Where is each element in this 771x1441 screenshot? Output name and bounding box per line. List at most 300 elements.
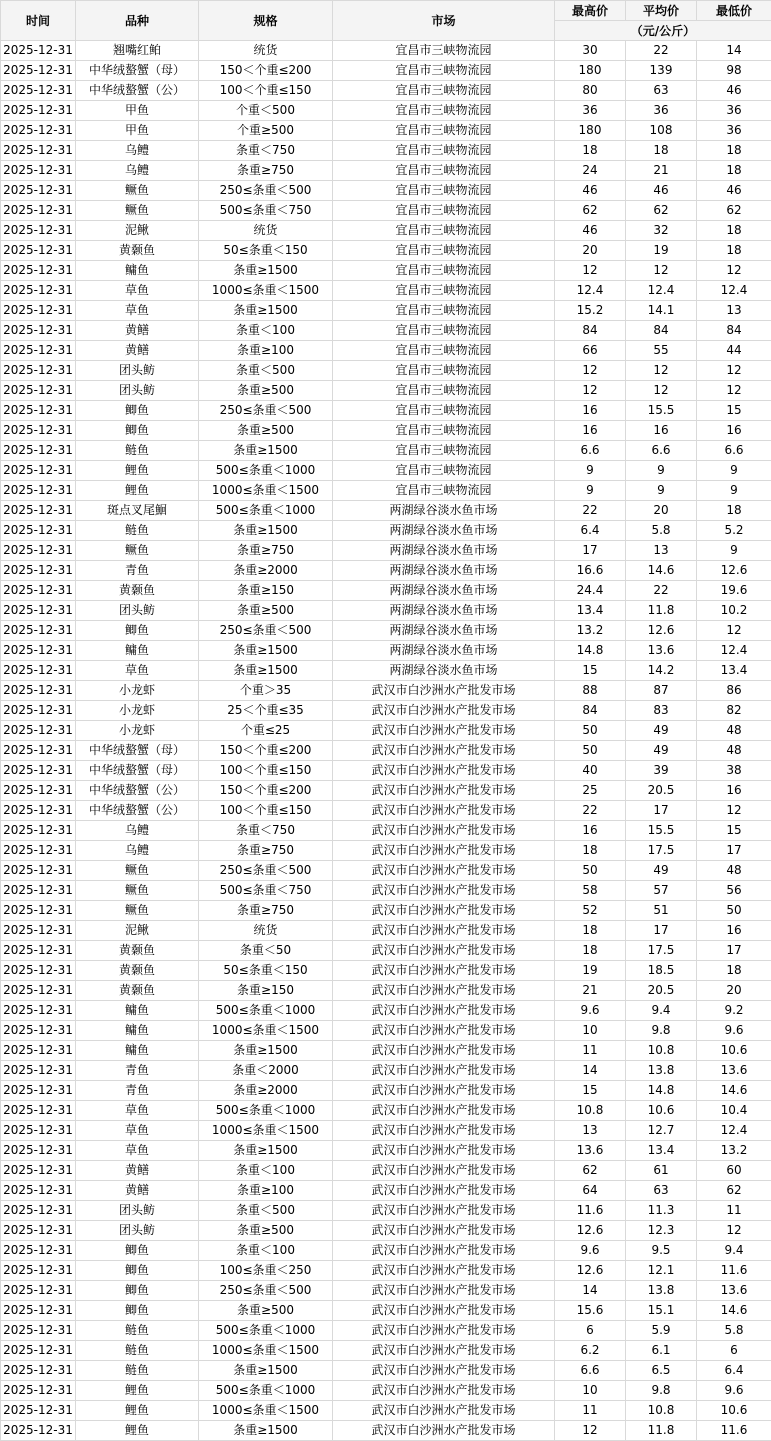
cell-avg-price: 15.5 bbox=[626, 821, 697, 841]
cell-spec: 250≤条重＜500 bbox=[199, 861, 333, 881]
cell-variety: 中华绒螯蟹（公） bbox=[76, 81, 199, 101]
table-row bbox=[1, 801, 771, 821]
cell-min-price: 6 bbox=[697, 1341, 771, 1361]
cell-spec: 条重＜750 bbox=[199, 141, 333, 161]
cell-date: 2025-12-31 bbox=[1, 721, 76, 741]
cell-spec: 500≤条重＜1000 bbox=[199, 1001, 333, 1021]
header-variety: 品种 bbox=[76, 1, 199, 41]
cell-min-price: 10.6 bbox=[697, 1041, 771, 1061]
cell-spec: 条重≥2000 bbox=[199, 561, 333, 581]
cell-avg-price: 9.5 bbox=[626, 1241, 697, 1261]
cell-market: 宜昌市三峡物流园 bbox=[333, 301, 555, 321]
cell-spec: 条重≥100 bbox=[199, 341, 333, 361]
table-row bbox=[1, 1021, 771, 1041]
cell-avg-price: 22 bbox=[626, 41, 697, 61]
cell-max-price: 11 bbox=[555, 1401, 626, 1421]
cell-max-price: 9.6 bbox=[555, 1001, 626, 1021]
table-row bbox=[1, 341, 771, 361]
cell-max-price: 24 bbox=[555, 161, 626, 181]
cell-date: 2025-12-31 bbox=[1, 201, 76, 221]
cell-date: 2025-12-31 bbox=[1, 1401, 76, 1421]
cell-min-price: 16 bbox=[697, 921, 771, 941]
cell-max-price: 16.6 bbox=[555, 561, 626, 581]
cell-max-price: 11.6 bbox=[555, 1201, 626, 1221]
cell-variety: 鲫鱼 bbox=[76, 401, 199, 421]
cell-avg-price: 13.4 bbox=[626, 1141, 697, 1161]
cell-avg-price: 13.8 bbox=[626, 1281, 697, 1301]
cell-spec: 条重≥500 bbox=[199, 421, 333, 441]
cell-avg-price: 13.8 bbox=[626, 1061, 697, 1081]
table-row bbox=[1, 941, 771, 961]
cell-date: 2025-12-31 bbox=[1, 701, 76, 721]
cell-avg-price: 11.8 bbox=[626, 601, 697, 621]
cell-market: 武汉市白沙洲水产批发市场 bbox=[333, 901, 555, 921]
cell-avg-price: 17 bbox=[626, 921, 697, 941]
cell-spec: 个重≤25 bbox=[199, 721, 333, 741]
cell-date: 2025-12-31 bbox=[1, 1081, 76, 1101]
cell-variety: 黄鳝 bbox=[76, 1181, 199, 1201]
cell-min-price: 9 bbox=[697, 461, 771, 481]
cell-avg-price: 49 bbox=[626, 861, 697, 881]
cell-max-price: 180 bbox=[555, 121, 626, 141]
cell-variety: 青鱼 bbox=[76, 561, 199, 581]
cell-spec: 250≤条重＜500 bbox=[199, 621, 333, 641]
cell-date: 2025-12-31 bbox=[1, 1281, 76, 1301]
cell-market: 武汉市白沙洲水产批发市场 bbox=[333, 981, 555, 1001]
cell-variety: 黄颡鱼 bbox=[76, 961, 199, 981]
cell-variety: 鳙鱼 bbox=[76, 1021, 199, 1041]
cell-date: 2025-12-31 bbox=[1, 1021, 76, 1041]
cell-market: 武汉市白沙洲水产批发市场 bbox=[333, 1221, 555, 1241]
table-row bbox=[1, 381, 771, 401]
cell-min-price: 18 bbox=[697, 141, 771, 161]
cell-max-price: 21 bbox=[555, 981, 626, 1001]
cell-avg-price: 9 bbox=[626, 481, 697, 501]
table-row bbox=[1, 61, 771, 81]
cell-variety: 黄颡鱼 bbox=[76, 981, 199, 1001]
table-row bbox=[1, 301, 771, 321]
cell-date: 2025-12-31 bbox=[1, 1341, 76, 1361]
cell-spec: 条重＜100 bbox=[199, 1161, 333, 1181]
cell-variety: 中华绒螯蟹（母） bbox=[76, 741, 199, 761]
cell-date: 2025-12-31 bbox=[1, 1301, 76, 1321]
table-row bbox=[1, 1001, 771, 1021]
cell-max-price: 16 bbox=[555, 401, 626, 421]
cell-avg-price: 57 bbox=[626, 881, 697, 901]
cell-min-price: 12.4 bbox=[697, 281, 771, 301]
cell-max-price: 13.2 bbox=[555, 621, 626, 641]
cell-variety: 鳜鱼 bbox=[76, 881, 199, 901]
table-header bbox=[1, 1, 771, 41]
cell-date: 2025-12-31 bbox=[1, 181, 76, 201]
cell-variety: 鲫鱼 bbox=[76, 1281, 199, 1301]
cell-avg-price: 49 bbox=[626, 741, 697, 761]
cell-avg-price: 10.8 bbox=[626, 1041, 697, 1061]
cell-max-price: 18 bbox=[555, 141, 626, 161]
table-row bbox=[1, 281, 771, 301]
cell-spec: 1000≤条重＜1500 bbox=[199, 1021, 333, 1041]
cell-max-price: 22 bbox=[555, 501, 626, 521]
cell-avg-price: 51 bbox=[626, 901, 697, 921]
cell-variety: 甲鱼 bbox=[76, 101, 199, 121]
cell-avg-price: 21 bbox=[626, 161, 697, 181]
table-row bbox=[1, 581, 771, 601]
cell-avg-price: 22 bbox=[626, 581, 697, 601]
cell-date: 2025-12-31 bbox=[1, 921, 76, 941]
cell-max-price: 46 bbox=[555, 221, 626, 241]
cell-spec: 条重＜50 bbox=[199, 941, 333, 961]
cell-min-price: 12 bbox=[697, 261, 771, 281]
cell-date: 2025-12-31 bbox=[1, 321, 76, 341]
cell-variety: 鳜鱼 bbox=[76, 541, 199, 561]
cell-variety: 草鱼 bbox=[76, 661, 199, 681]
cell-market: 武汉市白沙洲水产批发市场 bbox=[333, 1141, 555, 1161]
cell-variety: 中华绒螯蟹（公） bbox=[76, 781, 199, 801]
table-body bbox=[1, 41, 771, 1441]
cell-min-price: 6.6 bbox=[697, 441, 771, 461]
cell-avg-price: 16 bbox=[626, 421, 697, 441]
cell-variety: 鳙鱼 bbox=[76, 1001, 199, 1021]
cell-min-price: 11.6 bbox=[697, 1421, 771, 1441]
cell-max-price: 22 bbox=[555, 801, 626, 821]
cell-spec: 250≤条重＜500 bbox=[199, 401, 333, 421]
cell-variety: 鲫鱼 bbox=[76, 1261, 199, 1281]
cell-date: 2025-12-31 bbox=[1, 61, 76, 81]
cell-spec: 条重≥500 bbox=[199, 601, 333, 621]
cell-avg-price: 9.4 bbox=[626, 1001, 697, 1021]
cell-min-price: 12 bbox=[697, 1221, 771, 1241]
cell-date: 2025-12-31 bbox=[1, 841, 76, 861]
cell-max-price: 15.2 bbox=[555, 301, 626, 321]
table-row bbox=[1, 1261, 771, 1281]
cell-market: 武汉市白沙洲水产批发市场 bbox=[333, 1121, 555, 1141]
cell-spec: 500≤条重＜750 bbox=[199, 881, 333, 901]
cell-spec: 500≤条重＜1000 bbox=[199, 501, 333, 521]
table-row bbox=[1, 601, 771, 621]
cell-variety: 乌鳢 bbox=[76, 841, 199, 861]
cell-variety: 小龙虾 bbox=[76, 701, 199, 721]
cell-market: 武汉市白沙洲水产批发市场 bbox=[333, 1021, 555, 1041]
table-row bbox=[1, 221, 771, 241]
table-row bbox=[1, 761, 771, 781]
cell-market: 武汉市白沙洲水产批发市场 bbox=[333, 1321, 555, 1341]
cell-max-price: 15.6 bbox=[555, 1301, 626, 1321]
cell-max-price: 13 bbox=[555, 1121, 626, 1141]
cell-avg-price: 20.5 bbox=[626, 981, 697, 1001]
table-row bbox=[1, 641, 771, 661]
cell-variety: 团头鲂 bbox=[76, 1221, 199, 1241]
cell-variety: 小龙虾 bbox=[76, 681, 199, 701]
cell-avg-price: 63 bbox=[626, 1181, 697, 1201]
cell-market: 武汉市白沙洲水产批发市场 bbox=[333, 801, 555, 821]
cell-max-price: 17 bbox=[555, 541, 626, 561]
cell-market: 武汉市白沙洲水产批发市场 bbox=[333, 821, 555, 841]
table-row bbox=[1, 1421, 771, 1441]
cell-market: 武汉市白沙洲水产批发市场 bbox=[333, 1061, 555, 1081]
cell-spec: 统货 bbox=[199, 221, 333, 241]
cell-spec: 条重＜100 bbox=[199, 1241, 333, 1261]
cell-market: 宜昌市三峡物流园 bbox=[333, 121, 555, 141]
cell-variety: 青鱼 bbox=[76, 1061, 199, 1081]
cell-variety: 鲢鱼 bbox=[76, 441, 199, 461]
cell-min-price: 5.8 bbox=[697, 1321, 771, 1341]
cell-date: 2025-12-31 bbox=[1, 461, 76, 481]
table-row bbox=[1, 961, 771, 981]
cell-max-price: 18 bbox=[555, 941, 626, 961]
table-row bbox=[1, 101, 771, 121]
header-avg-price: 平均价 bbox=[626, 1, 697, 21]
cell-variety: 乌鳢 bbox=[76, 821, 199, 841]
table-row bbox=[1, 1041, 771, 1061]
cell-min-price: 13.6 bbox=[697, 1061, 771, 1081]
cell-market: 武汉市白沙洲水产批发市场 bbox=[333, 861, 555, 881]
cell-max-price: 10.8 bbox=[555, 1101, 626, 1121]
table-row bbox=[1, 1181, 771, 1201]
cell-spec: 个重＞35 bbox=[199, 681, 333, 701]
header-spec: 规格 bbox=[199, 1, 333, 41]
cell-variety: 泥鳅 bbox=[76, 221, 199, 241]
cell-date: 2025-12-31 bbox=[1, 401, 76, 421]
table-row bbox=[1, 521, 771, 541]
cell-spec: 条重≥750 bbox=[199, 841, 333, 861]
cell-variety: 团头鲂 bbox=[76, 381, 199, 401]
cell-avg-price: 14.6 bbox=[626, 561, 697, 581]
cell-market: 两湖绿谷淡水鱼市场 bbox=[333, 581, 555, 601]
cell-market: 武汉市白沙洲水产批发市场 bbox=[333, 1241, 555, 1261]
cell-avg-price: 63 bbox=[626, 81, 697, 101]
table-row bbox=[1, 901, 771, 921]
cell-spec: 150＜个重≤200 bbox=[199, 781, 333, 801]
table-row bbox=[1, 621, 771, 641]
cell-date: 2025-12-31 bbox=[1, 161, 76, 181]
cell-variety: 鲫鱼 bbox=[76, 621, 199, 641]
cell-date: 2025-12-31 bbox=[1, 761, 76, 781]
cell-max-price: 12.6 bbox=[555, 1261, 626, 1281]
cell-spec: 1000≤条重＜1500 bbox=[199, 1121, 333, 1141]
cell-avg-price: 17.5 bbox=[626, 841, 697, 861]
cell-avg-price: 5.9 bbox=[626, 1321, 697, 1341]
cell-min-price: 46 bbox=[697, 181, 771, 201]
cell-market: 武汉市白沙洲水产批发市场 bbox=[333, 1281, 555, 1301]
cell-date: 2025-12-31 bbox=[1, 861, 76, 881]
cell-max-price: 62 bbox=[555, 201, 626, 221]
cell-avg-price: 11.8 bbox=[626, 1421, 697, 1441]
cell-market: 两湖绿谷淡水鱼市场 bbox=[333, 561, 555, 581]
cell-max-price: 30 bbox=[555, 41, 626, 61]
header-unit: （元/公斤） bbox=[555, 21, 771, 41]
cell-variety: 鲤鱼 bbox=[76, 1401, 199, 1421]
cell-avg-price: 5.8 bbox=[626, 521, 697, 541]
cell-date: 2025-12-31 bbox=[1, 941, 76, 961]
cell-market: 两湖绿谷淡水鱼市场 bbox=[333, 641, 555, 661]
cell-max-price: 52 bbox=[555, 901, 626, 921]
cell-date: 2025-12-31 bbox=[1, 341, 76, 361]
cell-max-price: 64 bbox=[555, 1181, 626, 1201]
cell-avg-price: 12.6 bbox=[626, 621, 697, 641]
cell-market: 两湖绿谷淡水鱼市场 bbox=[333, 521, 555, 541]
cell-min-price: 14 bbox=[697, 41, 771, 61]
table-row bbox=[1, 421, 771, 441]
cell-date: 2025-12-31 bbox=[1, 821, 76, 841]
cell-avg-price: 108 bbox=[626, 121, 697, 141]
cell-max-price: 12 bbox=[555, 1421, 626, 1441]
cell-min-price: 15 bbox=[697, 821, 771, 841]
header-market: 市场 bbox=[333, 1, 555, 41]
cell-spec: 条重≥500 bbox=[199, 1221, 333, 1241]
table-row bbox=[1, 1381, 771, 1401]
cell-max-price: 46 bbox=[555, 181, 626, 201]
cell-max-price: 15 bbox=[555, 661, 626, 681]
cell-date: 2025-12-31 bbox=[1, 681, 76, 701]
table-row bbox=[1, 781, 771, 801]
cell-spec: 条重≥1500 bbox=[199, 1041, 333, 1061]
cell-min-price: 48 bbox=[697, 741, 771, 761]
table-row bbox=[1, 1361, 771, 1381]
cell-variety: 草鱼 bbox=[76, 1121, 199, 1141]
cell-date: 2025-12-31 bbox=[1, 1141, 76, 1161]
cell-variety: 中华绒螯蟹（母） bbox=[76, 761, 199, 781]
cell-max-price: 15 bbox=[555, 1081, 626, 1101]
cell-date: 2025-12-31 bbox=[1, 961, 76, 981]
cell-min-price: 11.6 bbox=[697, 1261, 771, 1281]
cell-avg-price: 39 bbox=[626, 761, 697, 781]
cell-market: 武汉市白沙洲水产批发市场 bbox=[333, 1401, 555, 1421]
table-row bbox=[1, 1161, 771, 1181]
cell-date: 2025-12-31 bbox=[1, 1161, 76, 1181]
cell-avg-price: 12 bbox=[626, 361, 697, 381]
cell-max-price: 6 bbox=[555, 1321, 626, 1341]
cell-market: 武汉市白沙洲水产批发市场 bbox=[333, 941, 555, 961]
cell-variety: 中华绒螯蟹（母） bbox=[76, 61, 199, 81]
cell-spec: 500≤条重＜1000 bbox=[199, 461, 333, 481]
cell-market: 两湖绿谷淡水鱼市场 bbox=[333, 501, 555, 521]
table-row bbox=[1, 1401, 771, 1421]
cell-min-price: 14.6 bbox=[697, 1081, 771, 1101]
cell-spec: 1000≤条重＜1500 bbox=[199, 481, 333, 501]
cell-min-price: 5.2 bbox=[697, 521, 771, 541]
cell-market: 两湖绿谷淡水鱼市场 bbox=[333, 541, 555, 561]
cell-market: 武汉市白沙洲水产批发市场 bbox=[333, 1101, 555, 1121]
cell-variety: 乌鳢 bbox=[76, 141, 199, 161]
cell-avg-price: 20.5 bbox=[626, 781, 697, 801]
cell-market: 宜昌市三峡物流园 bbox=[333, 161, 555, 181]
table-row bbox=[1, 661, 771, 681]
table-row bbox=[1, 981, 771, 1001]
cell-min-price: 18 bbox=[697, 961, 771, 981]
cell-market: 武汉市白沙洲水产批发市场 bbox=[333, 681, 555, 701]
cell-max-price: 9.6 bbox=[555, 1241, 626, 1261]
cell-variety: 青鱼 bbox=[76, 1081, 199, 1101]
cell-avg-price: 6.5 bbox=[626, 1361, 697, 1381]
cell-max-price: 80 bbox=[555, 81, 626, 101]
table-row bbox=[1, 1101, 771, 1121]
cell-avg-price: 17.5 bbox=[626, 941, 697, 961]
cell-market: 宜昌市三峡物流园 bbox=[333, 261, 555, 281]
cell-avg-price: 14.8 bbox=[626, 1081, 697, 1101]
cell-variety: 黄颡鱼 bbox=[76, 941, 199, 961]
cell-avg-price: 18.5 bbox=[626, 961, 697, 981]
cell-variety: 鲫鱼 bbox=[76, 1241, 199, 1261]
cell-date: 2025-12-31 bbox=[1, 581, 76, 601]
cell-avg-price: 15.1 bbox=[626, 1301, 697, 1321]
cell-min-price: 9.6 bbox=[697, 1381, 771, 1401]
cell-max-price: 6.2 bbox=[555, 1341, 626, 1361]
cell-min-price: 48 bbox=[697, 861, 771, 881]
table-row bbox=[1, 861, 771, 881]
cell-avg-price: 9.8 bbox=[626, 1021, 697, 1041]
cell-min-price: 13.4 bbox=[697, 661, 771, 681]
cell-min-price: 36 bbox=[697, 101, 771, 121]
cell-spec: 条重≥750 bbox=[199, 901, 333, 921]
cell-max-price: 19 bbox=[555, 961, 626, 981]
table-row bbox=[1, 1201, 771, 1221]
cell-date: 2025-12-31 bbox=[1, 301, 76, 321]
table-row bbox=[1, 701, 771, 721]
cell-max-price: 18 bbox=[555, 841, 626, 861]
cell-avg-price: 11.3 bbox=[626, 1201, 697, 1221]
cell-min-price: 10.2 bbox=[697, 601, 771, 621]
cell-min-price: 9.6 bbox=[697, 1021, 771, 1041]
cell-spec: 150＜个重≤200 bbox=[199, 741, 333, 761]
cell-variety: 黄鳝 bbox=[76, 1161, 199, 1181]
cell-date: 2025-12-31 bbox=[1, 1321, 76, 1341]
cell-avg-price: 10.6 bbox=[626, 1101, 697, 1121]
cell-min-price: 9 bbox=[697, 541, 771, 561]
table-row bbox=[1, 41, 771, 61]
table-row bbox=[1, 1121, 771, 1141]
cell-variety: 泥鳅 bbox=[76, 921, 199, 941]
cell-min-price: 18 bbox=[697, 221, 771, 241]
cell-date: 2025-12-31 bbox=[1, 1201, 76, 1221]
cell-spec: 条重≥1500 bbox=[199, 641, 333, 661]
cell-variety: 乌鳢 bbox=[76, 161, 199, 181]
cell-market: 武汉市白沙洲水产批发市场 bbox=[333, 1041, 555, 1061]
cell-max-price: 12.4 bbox=[555, 281, 626, 301]
cell-avg-price: 15.5 bbox=[626, 401, 697, 421]
cell-avg-price: 18 bbox=[626, 141, 697, 161]
cell-avg-price: 6.6 bbox=[626, 441, 697, 461]
cell-date: 2025-12-31 bbox=[1, 1041, 76, 1061]
cell-variety: 黄鳝 bbox=[76, 341, 199, 361]
cell-spec: 1000≤条重＜1500 bbox=[199, 281, 333, 301]
cell-min-price: 12 bbox=[697, 621, 771, 641]
cell-min-price: 50 bbox=[697, 901, 771, 921]
cell-market: 武汉市白沙洲水产批发市场 bbox=[333, 1301, 555, 1321]
cell-date: 2025-12-31 bbox=[1, 221, 76, 241]
cell-spec: 100＜个重≤150 bbox=[199, 761, 333, 781]
cell-avg-price: 83 bbox=[626, 701, 697, 721]
cell-date: 2025-12-31 bbox=[1, 1381, 76, 1401]
cell-market: 宜昌市三峡物流园 bbox=[333, 61, 555, 81]
cell-max-price: 12 bbox=[555, 261, 626, 281]
cell-max-price: 88 bbox=[555, 681, 626, 701]
cell-market: 宜昌市三峡物流园 bbox=[333, 401, 555, 421]
cell-market: 宜昌市三峡物流园 bbox=[333, 241, 555, 261]
cell-market: 宜昌市三峡物流园 bbox=[333, 201, 555, 221]
cell-max-price: 25 bbox=[555, 781, 626, 801]
cell-market: 武汉市白沙洲水产批发市场 bbox=[333, 1361, 555, 1381]
cell-market: 宜昌市三峡物流园 bbox=[333, 221, 555, 241]
cell-spec: 条重≥1500 bbox=[199, 661, 333, 681]
cell-spec: 条重＜100 bbox=[199, 321, 333, 341]
table-row bbox=[1, 121, 771, 141]
table-row bbox=[1, 441, 771, 461]
table-row bbox=[1, 461, 771, 481]
cell-spec: 条重≥1500 bbox=[199, 441, 333, 461]
cell-market: 武汉市白沙洲水产批发市场 bbox=[333, 1201, 555, 1221]
header-min-price: 最低价 bbox=[697, 1, 771, 21]
table-row bbox=[1, 1321, 771, 1341]
